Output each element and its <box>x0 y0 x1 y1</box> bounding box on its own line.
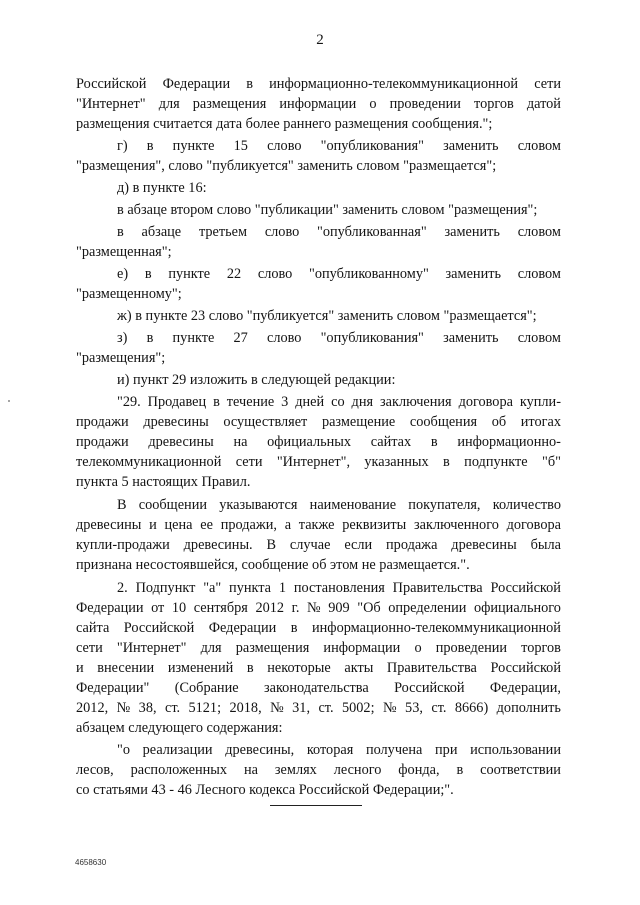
text-line: г) в пункте 15 слово "опубликования" заменить словом <box>117 138 561 154</box>
text-line: Российской Федерации в информационно-телекоммуникационной сети <box>76 76 561 92</box>
text-line: признана несостоявшейся, сообщение об этом не размещается.". <box>76 557 470 573</box>
scan-speck <box>8 400 10 402</box>
text-line: "размещенная"; <box>76 244 172 260</box>
text-line: в абзаце третьем слово "опубликованная" заменить словом <box>117 224 561 240</box>
text-line: Федерации от 10 сентября 2012 г. № 909 "Об определении официального <box>76 600 561 616</box>
text-line: абзацем следующего содержания: <box>76 720 283 736</box>
text-line: "размещения", слово "публикуется" заменить словом "размещается"; <box>76 158 497 174</box>
text-line: купли-продажи древесины. В случае если продажа древесины была <box>76 537 561 553</box>
text-line: продажи древесины осуществляет размещение сообщения об итогах <box>76 414 561 430</box>
text-line: продажи древесины на официальных сайтах в информационно- <box>76 434 561 450</box>
text-line: е) в пункте 22 слово "опубликованному" заменить словом <box>117 266 561 282</box>
text-line: и) пункт 29 изложить в следующей редакции: <box>117 372 396 388</box>
text-line: д) в пункте 16: <box>117 180 207 196</box>
text-line: лесов, расположенных на землях лесного фонда, в соответствии <box>76 762 561 778</box>
text-line: ж) в пункте 23 слово "публикуется" заменить словом "размещается"; <box>117 308 537 324</box>
text-line: размещения считается дата более раннего размещения сообщения."; <box>76 116 493 132</box>
page-number: 2 <box>316 32 324 48</box>
text-line: "размещения"; <box>76 350 166 366</box>
text-line: "размещенному"; <box>76 286 182 302</box>
text-line: телекоммуникационной сети "Интернет", указанных в подпункте "б" <box>76 454 561 470</box>
text-line: 2. Подпункт "а" пункта 1 постановления Правительства Российской <box>117 580 561 596</box>
text-line: и внесении изменений в некоторые акты Правительства Российской <box>76 660 561 676</box>
text-line: "о реализации древесины, которая получена при использовании <box>117 742 561 758</box>
text-line: В сообщении указываются наименование покупателя, количество <box>117 497 561 513</box>
text-line: сайта Российской Федерации в информационно-телекоммуникационной <box>76 620 561 636</box>
text-line: "Интернет" для размещения информации о проведении торгов датой <box>76 96 561 112</box>
document-id: 4658630 <box>75 858 107 867</box>
text-line: Федерации" (Собрание законодательства Российской Федерации, <box>76 680 561 696</box>
text-line: пункта 5 настоящих Правил. <box>76 474 251 490</box>
text-line: в абзаце втором слово "публикации" заменить словом "размещения"; <box>117 202 538 218</box>
text-line: 2012, № 38, ст. 5121; 2018, № 31, ст. 5002; № 53, ст. 8666) дополнить <box>76 700 561 716</box>
text-line: древесины и цена ее продажи, а также реквизиты заключенного договора <box>76 517 561 533</box>
text-line: сети "Интернет" для размещения информации о проведении торгов <box>76 640 561 656</box>
text-line: з) в пункте 27 слово "опубликования" заменить словом <box>117 330 561 346</box>
closing-rule <box>270 805 362 806</box>
text-line: со статьями 43 - 46 Лесного кодекса Российской Федерации;". <box>76 782 454 798</box>
text-line: "29. Продавец в течение 3 дней со дня заключения договора купли- <box>117 394 561 410</box>
